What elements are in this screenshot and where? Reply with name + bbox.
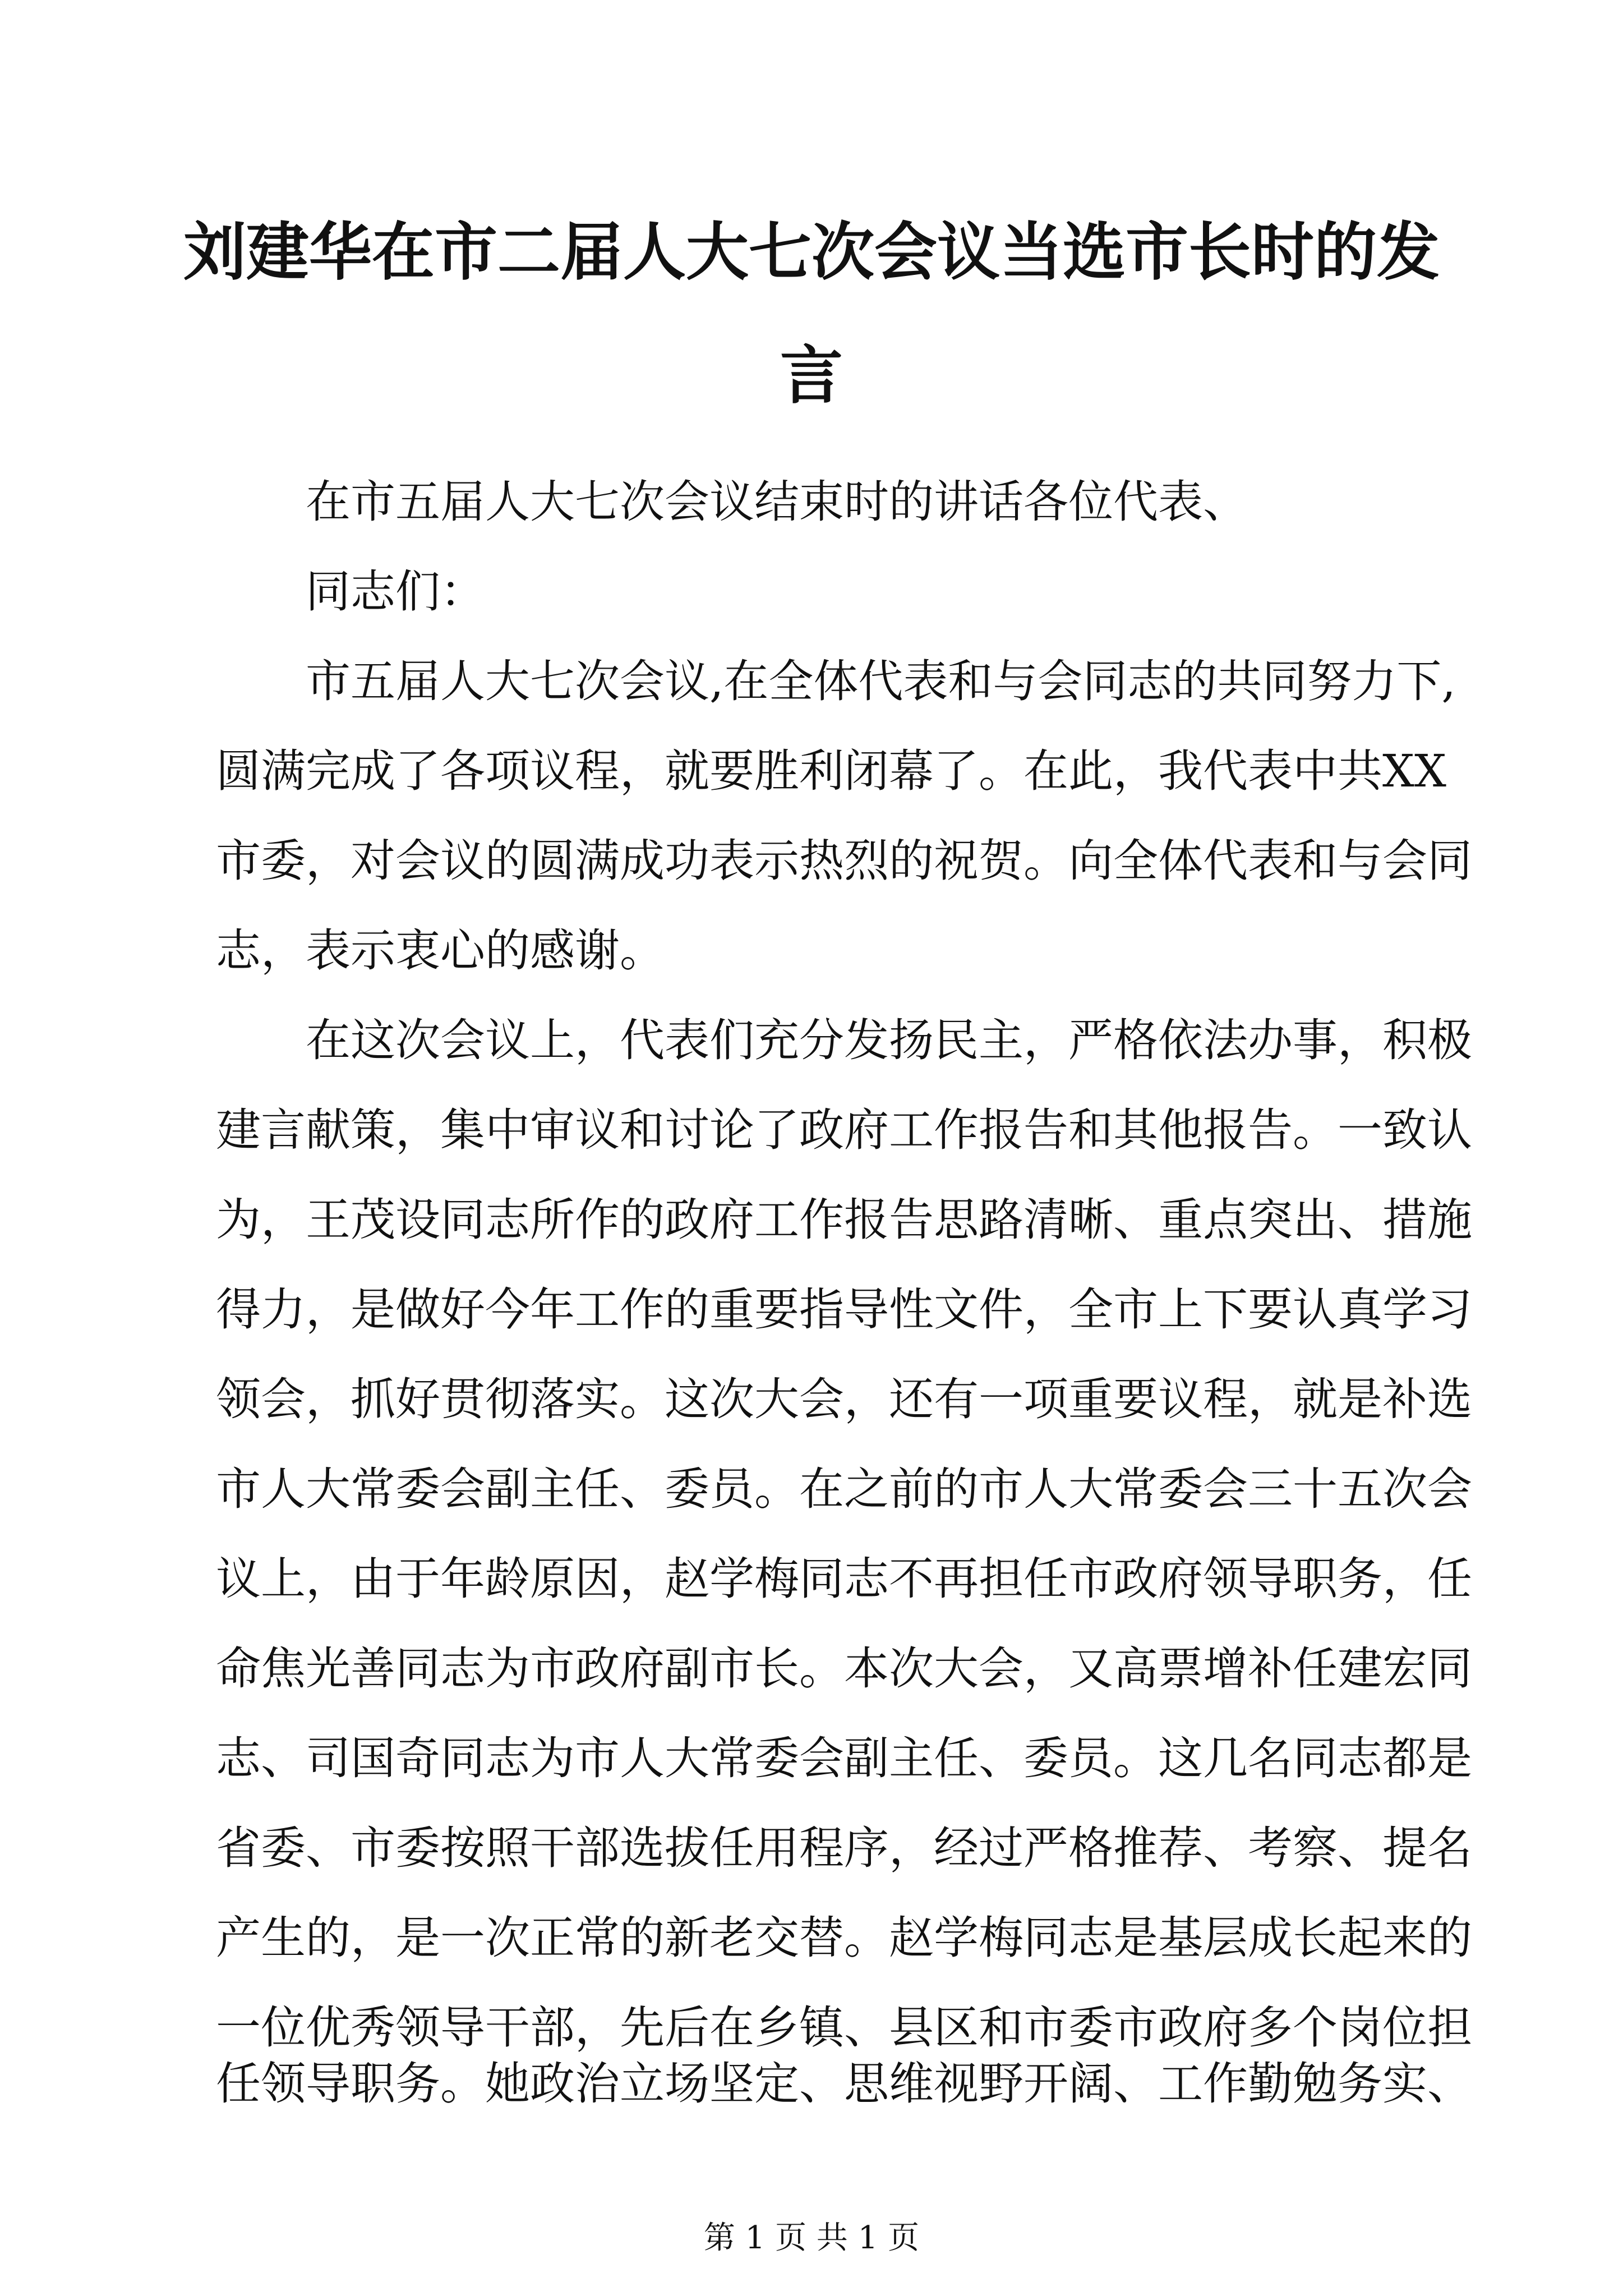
body-line: 命焦光善同志为市政府副市长。本次大会，又高票增补任建宏同: [216, 1642, 1472, 1695]
body-line: 领会，抓好贯彻落实。这次大会，还有一项重要议程，就是补选: [216, 1373, 1472, 1425]
body-line: 一位优秀领导干部，先后在乡镇、县区和市委市政府多个岗位担: [216, 2001, 1472, 2054]
body-line: 在市五届人大七次会议结束时的讲话各位代表、: [306, 476, 1248, 528]
body-line: 省委、市委按照干部选拔任用程序，经过严格推荐、考察、提名: [216, 1822, 1472, 1874]
body-line: 志，表示衷心的感谢。: [216, 924, 665, 977]
title-line-1: 刘建华在市二届人大七次会议当选市长时的发: [183, 215, 1440, 289]
body-line: 在这次会议上，代表们充分发扬民主，严格依法办事，积极: [306, 1014, 1472, 1066]
body-line: 任领导职务。她政治立场坚定、思维视野开阔、工作勤勉务实、: [216, 2058, 1472, 2110]
body-line: 市人大常委会副主任、委员。在之前的市人大常委会三十五次会: [216, 1463, 1472, 1515]
page-number-footer: 第 1 页 共 1 页: [703, 2220, 920, 2256]
body-line: 产生的，是一次正常的新老交替。赵学梅同志是基层成长起来的: [216, 1912, 1472, 1964]
body-line: 圆满完成了各项议程，就要胜利闭幕了。在此，我代表中共XX: [216, 745, 1446, 797]
body-line: 得力，是做好今年工作的重要指导性文件，全市上下要认真学习: [216, 1283, 1472, 1336]
body-line: 市委，对会议的圆满成功表示热烈的祝贺。向全体代表和与会同: [216, 835, 1472, 887]
title-line-2: 言: [780, 339, 843, 412]
body-line: 议上，由于年龄原因，赵学梅同志不再担任市政府领导职务，任: [216, 1553, 1472, 1605]
body-line: 志、司国奇同志为市人大常委会副主任、委员。这几名同志都是: [216, 1732, 1472, 1784]
body-line: 建言献策，集中审议和讨论了政府工作报告和其他报告。一致认: [216, 1104, 1472, 1156]
body-line: 为，王茂设同志所作的政府工作报告思路清晰、重点突出、措施: [216, 1194, 1472, 1246]
body-line: 市五届人大七次会议,在全体代表和与会同志的共同努力下,: [306, 655, 1456, 707]
body-line: 同志们：: [306, 565, 485, 618]
